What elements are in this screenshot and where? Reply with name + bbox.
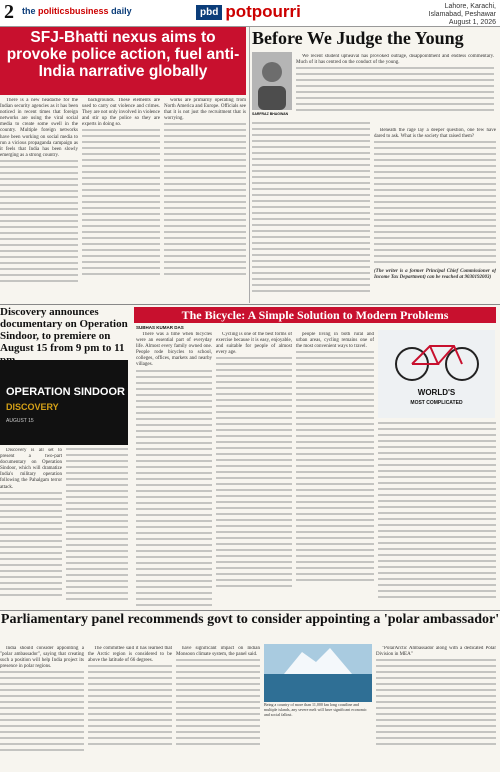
logo-prefix: the: [22, 6, 36, 16]
column-divider: [249, 27, 250, 303]
edition-info: [429, 3, 496, 27]
lead-intro: There is a new headache for the Indian security agencies as it has been noticed in recent times that foreign networks are using the viral social media to create some swell in the country. Multiple foreign networks have been working on social media to run a vicious propaganda campaign as it feels that India has been slowly emerging as a strong country.: [0, 98, 78, 158]
polar-col3-text: have significant impact on Indian Monsoon climate system, the panel said.: [176, 646, 260, 658]
bicycle-lines: [216, 357, 292, 591]
bicycle-lines: [378, 422, 496, 602]
bicycle-col3-text: people living in both rural and urban areas, cycling remains one of the most convenient ways to travel.: [296, 332, 374, 350]
polar-lines: [0, 671, 84, 755]
discovery-column-2: [66, 448, 128, 608]
section-divider: [0, 304, 500, 305]
polar-headline[interactable]: Parliamentary panel recommends govt to consider appointing a 'polar ambassador': [0, 612, 500, 627]
page-number: 2: [4, 1, 14, 23]
discovery-headline[interactable]: Discovery announces documentary on Operation Sindoor, to premiere on August 15 from 9 pm to 11: [0, 306, 128, 354]
opinion-lines: [296, 67, 494, 115]
discovery-lines: [66, 448, 128, 604]
lead-column-1: [0, 98, 78, 302]
bicycle-icon: [378, 330, 495, 386]
bicycle-column-2: [216, 332, 292, 608]
section-title: [196, 2, 301, 22]
bicycle-headline[interactable]: The Bicycle: A Simple Solution to Modern Problems: [134, 307, 496, 323]
opinion-column-2: [374, 128, 496, 304]
opinion-lines: [374, 141, 496, 267]
bicycle-col2-text: Cycling is one of the best forms of exercise because it is easy, enjoyable, and suitable for people of almost every age.: [216, 332, 292, 356]
polar-column-1: [0, 646, 84, 772]
poster-date: AUGUST 15: [6, 418, 34, 424]
polar-column-4: [376, 646, 496, 772]
lead-headline[interactable]: SFJ-Bhatti nexus aims to provoke police action, fuel anti-India narrative globally: [0, 27, 246, 95]
poster-subtitle: DISCOVERY: [6, 402, 59, 412]
author-silhouette-icon: [252, 52, 292, 110]
logo-suffix: daily: [111, 6, 132, 16]
polar-lines: [376, 659, 496, 749]
polar-col2-text: The committee said it has learned that the Arctic region is considered to be above the latitude of 66 degrees.: [88, 646, 172, 664]
lead-col2-text: backgrounds. These elements are used to carry out violence and crimes. They are not only involved in violence and stir up the police so they are experts in doing so.: [82, 98, 160, 128]
bicycle-column-4: [378, 422, 496, 608]
bicycle-photo-title: WORLD'S: [417, 388, 456, 397]
author-photo: [252, 52, 292, 110]
iceberg-icon: [264, 644, 372, 702]
edition-date: August 1, 2026: [448, 19, 496, 26]
discovery-column-1: [0, 448, 62, 608]
opinion-p2: Beneath the rage lay a deeper question, one few have dared to ask. What is the society that raised them?: [374, 128, 496, 140]
polar-column-3: [176, 646, 260, 772]
opinion-lead-text: [296, 54, 494, 126]
polar-lines: [88, 665, 172, 749]
opinion-lines: [252, 122, 370, 296]
poster-title: OPERATION SINDOOR: [6, 386, 125, 398]
opinion-p1: We recent student upheaval has provoked outrage, disappointment and endless commentary. Much of it has centred on the conduct of the young.: [296, 54, 494, 66]
bicycle-lines: [136, 370, 212, 608]
bicycle-col1-text: There was a time when bicycles were an essential part of everyday life. Almost every family owned one. People rode bicycles to school, colleges, offices, markets and nearby villages.: [136, 332, 212, 368]
bicycle-photo-subtitle: MOST COMPLICATED: [410, 400, 463, 406]
polar-col4-text: "PolarArctic Ambassador along with a dedicated Polar Division in MEA": [376, 646, 496, 658]
discovery-body: Discovery is all set to present a two-part documentary on Operation Sindoor, which will dramatize India's military operation following the Pahalgam terror attack.: [0, 448, 62, 490]
section-divider: [0, 610, 500, 611]
edition-city: Lahore, Karachi,: [444, 3, 496, 10]
lead-body-lines: [0, 160, 78, 286]
bicycle-lines: [296, 351, 374, 585]
opinion-column-1: [252, 122, 370, 304]
section-word: potpourri: [225, 2, 301, 21]
logo-name: politicsbusiness: [38, 6, 109, 16]
bicycle-byline: SUBHAS KUMAR DAS: [136, 325, 184, 330]
opinion-headline[interactable]: Before We Judge the Young: [252, 28, 464, 48]
bicycle-column-3: [296, 332, 374, 608]
lead-body-lines: [164, 123, 246, 279]
bicycle-column-1: [136, 332, 212, 608]
polar-photo[interactable]: [264, 644, 372, 702]
polar-lines: [176, 659, 260, 749]
lead-column-2: [82, 98, 160, 302]
polar-column-2: [88, 646, 172, 772]
discovery-poster[interactable]: [0, 360, 128, 445]
edition-location: Islamabad, Peshawar: [428, 11, 496, 18]
masthead: [0, 0, 500, 27]
author-caption: SARFRAZ BHAGWAN: [252, 112, 289, 116]
discovery-lines: [0, 492, 62, 600]
lead-col3-text: works are primarily operating from North America and Europe. Officials see that it is not just the recruitment that is worrying.: [164, 98, 246, 122]
lead-body-lines: [82, 129, 160, 279]
section-mark: pbd: [196, 5, 222, 20]
polar-photo-caption: Being a country of more than 11,000 km long coastline and multiple islands, any severe melt will have significant economic and social fallout.: [264, 702, 367, 717]
opinion-footer: (The writer is a former Principal Chief Commissioner of Income Tax Department) can be reached at 9030192003): [374, 269, 496, 281]
polar-col1-text: India should consider appointing a "polar ambassador", saying that creating such a position will help India project its presence in polar regions.: [0, 646, 84, 670]
publication-logo[interactable]: [22, 6, 132, 16]
lead-column-3: [164, 98, 246, 302]
bicycle-photo[interactable]: [378, 330, 495, 418]
